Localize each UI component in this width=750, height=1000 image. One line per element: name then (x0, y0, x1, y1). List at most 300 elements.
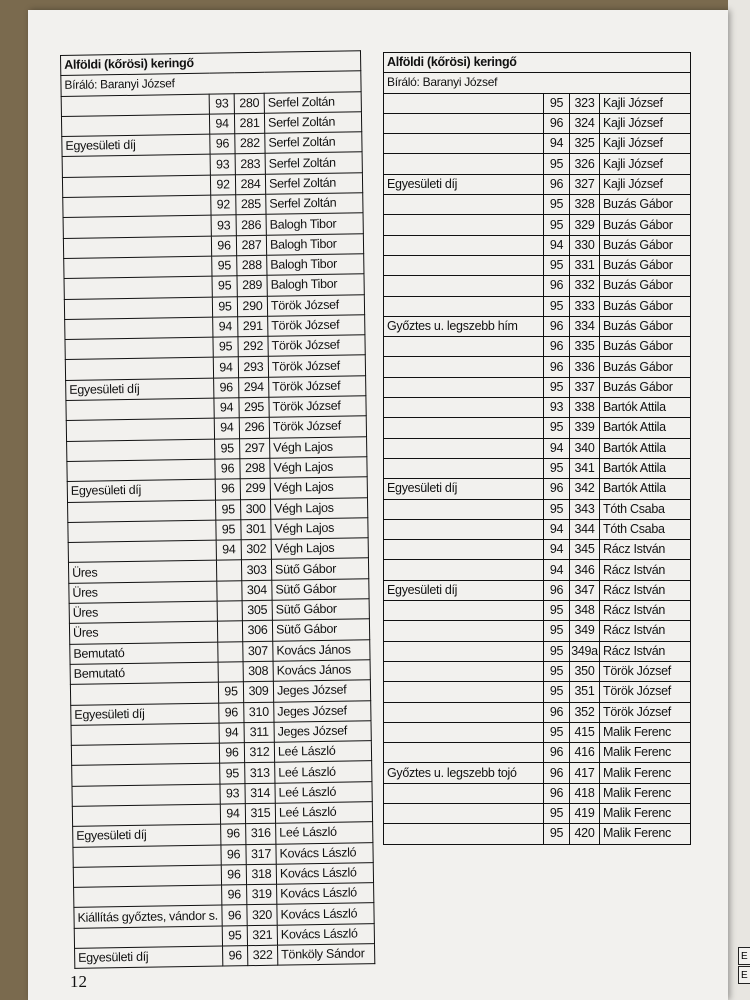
score-cell: 94 (216, 540, 241, 561)
score-cell: 95 (544, 296, 570, 316)
award-note-cell (64, 276, 212, 299)
score-cell: 95 (212, 256, 237, 277)
award-note-cell (384, 438, 544, 458)
ring-number-cell: 295 (239, 397, 269, 418)
ring-number-cell: 419 (570, 803, 600, 823)
award-note-cell (384, 357, 544, 377)
score-cell: 93 (544, 398, 570, 418)
breeder-name-cell: Leé László (276, 822, 373, 844)
breeder-name-cell: Sütő Gábor (272, 599, 369, 621)
score-cell: 95 (212, 276, 237, 297)
ring-number-cell: 420 (570, 824, 600, 844)
score-cell: 95 (215, 438, 240, 459)
score-cell: 96 (544, 702, 570, 722)
breeder-name-cell: Kovács László (276, 863, 373, 885)
breeder-name-cell: Malik Ferenc (600, 743, 691, 763)
award-note-cell: Egyesületi díj (71, 703, 219, 726)
table-row (384, 377, 691, 397)
breeder-name-cell: Rácz István (600, 580, 691, 600)
score-cell: 95 (544, 458, 570, 478)
ring-number-cell: 351 (570, 682, 600, 702)
ring-number-cell: 352 (570, 702, 600, 722)
award-note-cell (72, 784, 220, 807)
breeder-name-cell: Kajli József (600, 113, 691, 133)
award-note-cell: Üres (69, 601, 217, 624)
ring-number-cell: 317 (246, 844, 276, 865)
table-row (384, 438, 691, 458)
ring-number-cell: 313 (245, 763, 275, 784)
ring-number-cell: 315 (245, 803, 275, 824)
score-cell: 96 (215, 479, 240, 500)
table-row (384, 276, 691, 296)
award-note-cell (66, 418, 214, 441)
score-cell: 95 (544, 803, 570, 823)
ring-number-cell: 293 (238, 357, 268, 378)
score-cell: 96 (544, 113, 570, 133)
award-note-cell (384, 93, 544, 113)
breeder-name-cell: Tóth Csaba (600, 499, 691, 519)
award-note-cell: Üres (69, 581, 217, 604)
breeder-name-cell: Kovács János (273, 639, 370, 661)
award-note-cell (384, 682, 544, 702)
award-note-cell (384, 601, 544, 621)
score-cell: 95 (544, 621, 570, 641)
next-page-edge (728, 0, 750, 1000)
award-note-cell (384, 803, 544, 823)
award-note-cell (71, 743, 219, 766)
award-note-cell (384, 154, 544, 174)
ring-number-cell: 417 (570, 763, 600, 783)
breeder-name-cell: Török József (600, 702, 691, 722)
score-cell: 95 (544, 641, 570, 661)
award-note-cell: Bemutató (70, 662, 218, 685)
left-results-table (60, 50, 375, 969)
breeder-name-cell: Balogh Tibor (267, 274, 364, 296)
table-row (384, 763, 691, 783)
ring-number-cell: 339 (570, 418, 600, 438)
ring-number-cell: 349 (570, 621, 600, 641)
score-cell: 94 (544, 519, 570, 539)
score-cell: 95 (544, 255, 570, 275)
breeder-name-cell: Malik Ferenc (600, 763, 691, 783)
breeder-name-cell: Török József (268, 315, 365, 337)
award-note-cell (63, 195, 211, 218)
score-cell: 92 (211, 195, 236, 216)
table-row (384, 235, 691, 255)
ring-number-cell: 331 (570, 255, 600, 275)
next-page-edge-cell: E (738, 947, 750, 965)
award-note-cell (384, 540, 544, 560)
ring-number-cell: 321 (247, 925, 277, 946)
breeder-name-cell: Török József (269, 375, 366, 397)
breeder-name-cell: Buzás Gábor (600, 357, 691, 377)
breeder-name-cell: Kovács János (273, 660, 370, 682)
breeder-name-cell: Malik Ferenc (600, 803, 691, 823)
award-note-cell (384, 783, 544, 803)
breeder-name-cell: Végh Lajos (270, 436, 367, 458)
score-cell: 96 (544, 580, 570, 600)
ring-number-cell: 320 (247, 905, 277, 926)
breeder-name-cell: Sütő Gábor (272, 578, 369, 600)
score-cell: 94 (544, 560, 570, 580)
award-note-cell: Bemutató (70, 642, 218, 665)
breeder-name-cell: Serfel Zoltán (264, 91, 361, 113)
breeder-name-cell: Sütő Gábor (271, 558, 368, 580)
award-note-cell (68, 520, 216, 543)
award-note-cell: Üres (69, 621, 217, 644)
award-note-cell (384, 134, 544, 154)
table-row (384, 682, 691, 702)
award-note-cell (63, 236, 211, 259)
score-cell: 94 (214, 398, 239, 419)
score-cell: 95 (213, 337, 238, 358)
ring-number-cell: 338 (570, 398, 600, 418)
award-note-cell (384, 235, 544, 255)
breeder-name-cell: Török József (269, 396, 366, 418)
award-note-cell (384, 458, 544, 478)
breeder-name-cell: Tóth Csaba (600, 519, 691, 539)
ring-number-cell: 418 (570, 783, 600, 803)
award-note-cell (384, 722, 544, 742)
score-cell (218, 641, 243, 662)
award-note-cell (384, 418, 544, 438)
table-row (75, 944, 375, 969)
score-cell: 95 (544, 682, 570, 702)
score-cell: 96 (544, 337, 570, 357)
table-row (384, 174, 691, 194)
ring-number-cell: 334 (570, 316, 600, 336)
score-cell: 96 (222, 905, 247, 926)
score-cell: 95 (220, 763, 245, 784)
score-cell: 96 (219, 702, 244, 723)
table-row (384, 418, 691, 438)
ring-number-cell: 325 (570, 134, 600, 154)
breeder-name-cell: Balogh Tibor (266, 233, 363, 255)
breeder-name-cell: Tönköly Sándor (278, 944, 375, 966)
score-cell: 95 (544, 93, 570, 113)
score-cell: 93 (211, 215, 236, 236)
breeder-name-cell: Buzás Gábor (600, 316, 691, 336)
score-cell: 96 (215, 459, 240, 480)
award-note-cell (384, 519, 544, 539)
score-cell: 96 (222, 885, 247, 906)
score-cell: 95 (216, 520, 241, 541)
table-row (384, 824, 691, 844)
score-cell: 96 (221, 865, 246, 886)
score-cell: 95 (544, 601, 570, 621)
score-cell: 94 (213, 317, 238, 338)
ring-number-cell: 326 (570, 154, 600, 174)
score-cell (217, 580, 242, 601)
award-note-cell (384, 824, 544, 844)
award-note-cell (384, 499, 544, 519)
score-cell: 95 (222, 925, 247, 946)
breeder-name-cell: Leé László (275, 761, 372, 783)
table-row (384, 398, 691, 418)
breeder-name-cell: Török József (600, 661, 691, 681)
score-cell: 94 (214, 418, 239, 439)
breeder-name-cell: Balogh Tibor (267, 254, 364, 276)
score-cell: 96 (544, 743, 570, 763)
award-note-cell (70, 682, 218, 705)
award-note-cell (384, 702, 544, 722)
table-row (384, 316, 691, 336)
score-cell: 94 (544, 540, 570, 560)
ring-number-cell: 349a (570, 641, 600, 661)
award-note-cell (67, 439, 215, 462)
ring-number-cell: 291 (238, 316, 268, 337)
ring-number-cell: 345 (570, 540, 600, 560)
table-row (384, 519, 691, 539)
ring-number-cell: 312 (244, 742, 274, 763)
table-row (384, 296, 691, 316)
award-note-cell (73, 865, 221, 888)
table-row (384, 722, 691, 742)
ring-number-cell: 281 (234, 113, 264, 134)
breeder-name-cell: Török József (269, 416, 366, 438)
ring-number-cell: 308 (243, 661, 273, 682)
score-cell: 96 (219, 743, 244, 764)
award-note-cell: Egyesületi díj (73, 824, 221, 847)
table-row (384, 134, 691, 154)
ring-number-cell: 335 (570, 337, 600, 357)
award-note-cell (68, 500, 216, 523)
ring-number-cell: 340 (570, 438, 600, 458)
ring-number-cell: 415 (570, 722, 600, 742)
award-note-cell (73, 845, 221, 868)
score-cell: 96 (544, 783, 570, 803)
award-note-cell (66, 398, 214, 421)
score-cell: 96 (544, 479, 570, 499)
ring-number-cell: 327 (570, 174, 600, 194)
breeder-name-cell: Rácz István (600, 601, 691, 621)
breeder-name-cell: Rácz István (600, 621, 691, 641)
score-cell: 93 (220, 783, 245, 804)
ring-number-cell: 344 (570, 519, 600, 539)
breeder-name-cell: Bartók Attila (600, 479, 691, 499)
score-cell: 94 (209, 114, 234, 135)
award-note-cell: Egyesületi díj (384, 174, 544, 194)
score-cell: 95 (544, 418, 570, 438)
ring-number-cell: 336 (570, 357, 600, 377)
score-cell: 93 (210, 154, 235, 175)
ring-number-cell: 333 (570, 296, 600, 316)
ring-number-cell: 332 (570, 276, 600, 296)
ring-number-cell: 311 (244, 722, 274, 743)
table-row (384, 479, 691, 499)
score-cell: 93 (209, 93, 234, 114)
award-note-cell: Egyesületi díj (384, 580, 544, 600)
breeder-name-cell: Kajli József (600, 93, 691, 113)
breeder-name-cell: Leé László (274, 741, 371, 763)
ring-number-cell: 298 (240, 458, 270, 479)
ring-number-cell: 283 (235, 154, 265, 175)
breeder-name-cell: Balogh Tibor (266, 213, 363, 235)
ring-number-cell: 328 (570, 195, 600, 215)
table-row (384, 255, 691, 275)
breeder-name-cell: Buzás Gábor (600, 235, 691, 255)
ring-number-cell: 323 (570, 93, 600, 113)
award-note-cell (62, 175, 210, 198)
award-note-cell (384, 195, 544, 215)
score-cell: 94 (544, 134, 570, 154)
breeder-name-cell: Végh Lajos (270, 457, 367, 479)
ring-number-cell: 309 (243, 681, 273, 702)
breeder-name-cell: Kovács László (277, 903, 374, 925)
judge-line: Bíráló: Baranyi József (61, 71, 361, 96)
breeder-name-cell: Kajli József (600, 134, 691, 154)
ring-number-cell: 306 (242, 621, 272, 642)
ring-number-cell: 290 (237, 296, 267, 317)
ring-number-cell: 292 (238, 336, 268, 357)
award-note-cell (384, 296, 544, 316)
score-cell: 96 (210, 134, 235, 155)
table-row (384, 499, 691, 519)
breeder-name-cell: Malik Ferenc (600, 722, 691, 742)
score-cell: 95 (544, 195, 570, 215)
ring-number-cell: 297 (240, 438, 270, 459)
ring-number-cell: 300 (241, 499, 271, 520)
award-note-cell: Üres (68, 561, 216, 584)
ring-number-cell: 316 (246, 823, 276, 844)
award-note-cell (384, 215, 544, 235)
score-cell: 96 (221, 824, 246, 845)
ring-number-cell: 341 (570, 458, 600, 478)
award-note-cell (72, 804, 220, 827)
table-row (384, 702, 691, 722)
breeder-name-cell: Bartók Attila (600, 418, 691, 438)
table-row (384, 540, 691, 560)
award-note-cell (61, 94, 209, 117)
score-cell: 94 (544, 438, 570, 458)
table-row (384, 215, 691, 235)
breeder-name-cell: Jeges József (273, 680, 370, 702)
page-number: 12 (70, 972, 87, 991)
breeder-name-cell: Buzás Gábor (600, 296, 691, 316)
score-cell (216, 560, 241, 581)
table-row (384, 580, 691, 600)
table-row (384, 458, 691, 478)
ring-number-cell: 289 (237, 276, 267, 297)
award-note-cell (384, 641, 544, 661)
ring-number-cell: 280 (234, 93, 264, 114)
award-note-cell: Egyesületi díj (75, 946, 223, 969)
breeder-name-cell: Buzás Gábor (600, 255, 691, 275)
breeder-name-cell: Serfel Zoltán (266, 193, 363, 215)
ring-number-cell: 350 (570, 661, 600, 681)
score-cell: 95 (544, 499, 570, 519)
award-note-cell (71, 723, 219, 746)
breeder-name-cell: Bartók Attila (600, 398, 691, 418)
ring-number-cell: 337 (570, 377, 600, 397)
award-note-cell (384, 337, 544, 357)
table-row (384, 93, 691, 113)
next-page-edge-cell: E (738, 966, 750, 984)
award-note-cell (68, 540, 216, 563)
table-row (384, 154, 691, 174)
award-note-cell: Egyesületi díj (384, 479, 544, 499)
table-title: Alföldi (kőrösi) keringő (61, 51, 361, 76)
award-note-cell: Győztes u. legszebb tojó (384, 763, 544, 783)
table-row (384, 803, 691, 823)
score-cell: 96 (544, 174, 570, 194)
breeder-name-cell: Sütő Gábor (272, 619, 369, 641)
ring-number-cell: 307 (243, 641, 273, 662)
breeder-name-cell: Kajli József (600, 154, 691, 174)
breeder-name-cell: Serfel Zoltán (264, 112, 361, 134)
breeder-name-cell: Serfel Zoltán (265, 152, 362, 174)
ring-number-cell: 287 (236, 235, 266, 256)
ring-number-cell: 288 (237, 255, 267, 276)
table-row (384, 195, 691, 215)
award-note-cell (74, 885, 222, 908)
ring-number-cell: 305 (242, 600, 272, 621)
award-note-cell (384, 560, 544, 580)
breeder-name-cell: Török József (268, 335, 365, 357)
breeder-name-cell: Leé László (275, 781, 372, 803)
ring-number-cell: 343 (570, 499, 600, 519)
breeder-name-cell: Rácz István (600, 641, 691, 661)
breeder-name-cell: Török József (267, 294, 364, 316)
ring-number-cell: 348 (570, 601, 600, 621)
breeder-name-cell: Buzás Gábor (600, 276, 691, 296)
score-cell: 96 (214, 377, 239, 398)
award-note-cell: Egyesületi díj (66, 378, 214, 401)
ring-number-cell: 318 (246, 864, 276, 885)
award-note-cell (384, 255, 544, 275)
right-results-table (383, 52, 691, 845)
score-cell: 96 (211, 235, 236, 256)
award-note-cell (384, 743, 544, 763)
breeder-name-cell: Buzás Gábor (600, 215, 691, 235)
award-note-cell (384, 113, 544, 133)
award-note-cell (65, 358, 213, 381)
breeder-name-cell: Rácz István (600, 560, 691, 580)
breeder-name-cell: Török József (600, 682, 691, 702)
award-note-cell: Egyesületi díj (67, 479, 215, 502)
ring-number-cell: 286 (236, 215, 266, 236)
score-cell: 96 (223, 946, 248, 967)
score-cell (217, 601, 242, 622)
score-cell: 95 (544, 722, 570, 742)
score-cell: 95 (544, 824, 570, 844)
ring-number-cell: 299 (240, 478, 270, 499)
score-cell: 95 (544, 661, 570, 681)
score-cell: 95 (544, 215, 570, 235)
ring-number-cell: 303 (241, 560, 271, 581)
award-note-cell (65, 337, 213, 360)
award-note-cell (64, 256, 212, 279)
award-note-cell (74, 926, 222, 949)
score-cell: 95 (544, 154, 570, 174)
breeder-name-cell: Kajli József (600, 174, 691, 194)
score-cell: 95 (212, 296, 237, 317)
award-note-cell (72, 763, 220, 786)
score-cell: 96 (544, 763, 570, 783)
ring-number-cell: 319 (247, 884, 277, 905)
breeder-name-cell: Serfel Zoltán (265, 132, 362, 154)
breeder-name-cell: Buzás Gábor (600, 377, 691, 397)
breeder-name-cell: Végh Lajos (270, 497, 367, 519)
award-note-cell (64, 297, 212, 320)
ring-number-cell: 342 (570, 479, 600, 499)
breeder-name-cell: Bartók Attila (600, 458, 691, 478)
ring-number-cell: 285 (236, 194, 266, 215)
table-row (384, 601, 691, 621)
award-note-cell (384, 398, 544, 418)
award-note-cell (384, 661, 544, 681)
score-cell: 95 (218, 682, 243, 703)
